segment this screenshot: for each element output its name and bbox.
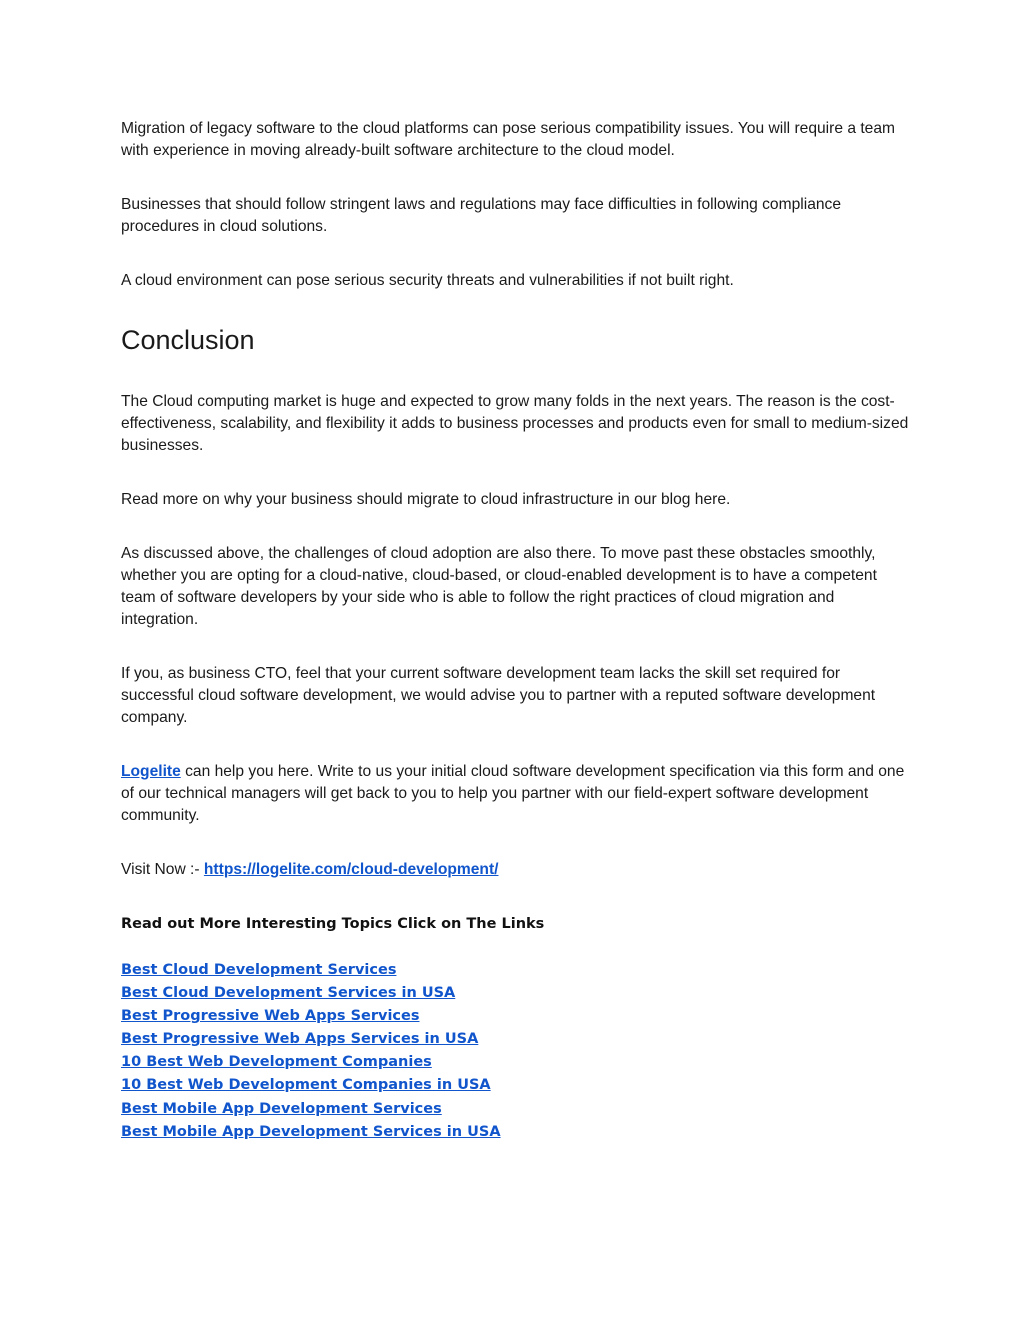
- topic-link-web-dev[interactable]: 10 Best Web Development Companies: [121, 1054, 432, 1071]
- paragraph-migration: Migration of legacy software to the cloud platforms can pose serious compatibility issues. You will require a team with experience in moving already-built software architecture to the cloud model.: [121, 120, 896, 159]
- topic-link-cloud-dev-usa[interactable]: Best Cloud Development Services in USA: [121, 985, 456, 1002]
- list-item: [121, 982, 911, 1005]
- document-page: [121, 118, 911, 1144]
- paragraph-challenges: As discussed above, the challenges of cloud adoption are also there. To move past these obstacles smoothly, whether you are opting for a cloud-native, cloud-based, or cloud-enabled development is to have a competent team of software developers by your side who is able to follow the right practices of cloud migration and integration.: [121, 545, 877, 628]
- paragraph-read-more: Read more on why your business should migrate to cloud infrastructure in our blog here.: [121, 491, 731, 508]
- topic-link-cloud-dev[interactable]: Best Cloud Development Services: [121, 962, 397, 978]
- topic-link-pwa-usa[interactable]: Best Progressive Web Apps Services in USA: [121, 1031, 479, 1048]
- paragraph-security: A cloud environment can pose serious security threats and vulnerabilities if not built right.: [121, 272, 734, 289]
- more-topics-heading: Read out More Interesting Topics Click on The Links: [121, 916, 545, 932]
- logelite-link[interactable]: Logelite: [121, 763, 181, 780]
- list-item: [121, 1074, 911, 1097]
- list-item: [121, 959, 911, 982]
- list-item: [121, 1028, 911, 1051]
- logelite-paragraph-text: can help you here. Write to us your initial cloud software development specification via this form and one of our technical managers will get back to you to help you partner with our field-expert software development community.: [121, 763, 905, 824]
- paragraph-compliance: Businesses that should follow stringent laws and regulations may face difficulties in following compliance procedures in cloud solutions.: [121, 196, 842, 235]
- list-item: [121, 1051, 911, 1074]
- paragraph-logelite: [121, 761, 911, 827]
- topic-link-mobile-app[interactable]: Best Mobile App Development Services: [121, 1100, 442, 1117]
- list-item: [121, 1098, 911, 1121]
- visit-now-label: Visit Now :-: [121, 861, 204, 878]
- topic-link-pwa[interactable]: Best Progressive Web Apps Services: [121, 1008, 420, 1025]
- paragraph-market: The Cloud computing market is huge and expected to grow many folds in the next years. The reason is the cost-effectiveness, scalability, and flexibility it adds to business processes and products even for small to medium-sized businesses.: [121, 393, 909, 454]
- paragraph-cto: If you, as business CTO, feel that your current software development team lacks the skill set required for successful cloud software development, we would advise you to partner with a reputed software development company.: [121, 665, 876, 726]
- list-item: [121, 1121, 911, 1144]
- visit-now-line: [121, 859, 911, 881]
- visit-now-link[interactable]: https://logelite.com/cloud-development/: [203, 861, 499, 878]
- topic-link-mobile-app-usa[interactable]: Best Mobile App Development Services in USA: [121, 1123, 501, 1140]
- conclusion-heading: Conclusion: [121, 325, 255, 355]
- topic-link-web-dev-usa[interactable]: 10 Best Web Development Companies in USA: [121, 1077, 491, 1094]
- topic-links-list: [121, 959, 911, 1144]
- list-item: [121, 1005, 911, 1028]
